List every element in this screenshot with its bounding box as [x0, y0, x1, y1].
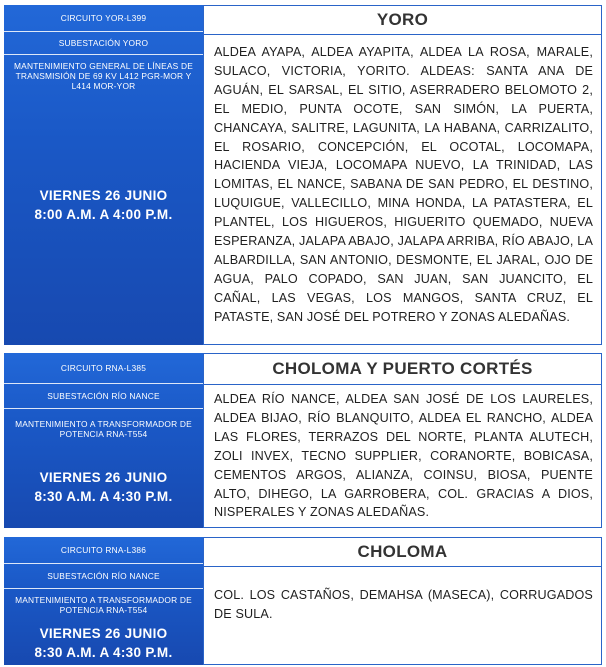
affected-areas-text: COL. LOS CASTAÑOS, DEMAHSA (MASECA), CORRUGADOS DE SULA.	[214, 588, 593, 621]
schedule-block	[4, 180, 203, 230]
outage-date: VIERNES 26 JUNIO	[39, 470, 168, 485]
substation-label: SUBESTACIÓN RÍO NANCE	[4, 384, 203, 409]
outage-info-panel	[4, 353, 203, 528]
affected-areas-panel	[203, 5, 602, 345]
outage-date: VIERNES 26 JUNIO	[39, 626, 168, 641]
substation-label: SUBESTACIÓN RÍO NANCE	[4, 564, 203, 589]
outage-info-panel	[4, 5, 203, 345]
outage-card-choloma	[4, 537, 602, 665]
circuit-label: CIRCUITO RNA-L385	[4, 353, 203, 384]
affected-areas-text: ALDEA RÍO NANCE, ALDEA SAN JOSÉ DE LOS LAURELES, ALDEA BIJAO, RÍO BLANQUITO, ALDEA EL RANCHO, ALDEA LAS FLORES, TERRAZOS DEL NORTE, PLANTA ALUTECH, ZOLI INVEX, TECNO SUPPLIER, CORANORTE, BOBICASA, CEMENTOS ARGOS, ALIANZA, COINSU, BIOSA, PUENTE ALTO, DIHEGO, LA GARROBERA, COL. GRACIAS A DIOS, NISPERALES Y ZONAS ALEDAÑAS.	[214, 392, 593, 520]
circuit-label: CIRCUITO YOR-L399	[4, 5, 203, 32]
work-description: MANTENIMIENTO GENERAL DE LÍNEAS DE TRANSMISIÓN DE 69 KV L412 PGR-MOR Y L414 MOR-YOR	[14, 61, 193, 91]
affected-areas-panel	[203, 537, 602, 665]
affected-areas-panel	[203, 353, 602, 528]
circuit-label: CIRCUITO RNA-L386	[4, 537, 203, 564]
location-title: CHOLOMA	[204, 538, 601, 567]
outage-time: 8:30 A.M. A 4:30 P.M.	[34, 645, 173, 660]
location-title: YORO	[204, 6, 601, 35]
outage-info-panel	[4, 537, 203, 665]
location-title: CHOLOMA Y PUERTO CORTÉS	[204, 354, 601, 385]
work-description: MANTENIMIENTO A TRANSFORMADOR DE POTENCIA RNA-T554	[15, 419, 192, 439]
outage-date: VIERNES 26 JUNIO	[39, 188, 168, 203]
schedule-block	[4, 622, 203, 664]
affected-areas-text: ALDEA AYAPA, ALDEA AYAPITA, ALDEA LA ROSA, MARALE, SULACO, VICTORIA, YORITO. ALDEAS: SANTA ANA DE AGUÁN, EL SARSAL, EL SITIO, ASERRADERO BELOMOTO 2, EL MEDIO, PUNTA OCOTE, SAN SIMÓN, LA PUERTA, CHANCAYA, SALITRE, LAGUNITA, LA HABANA, CARRIZALITO, EL ROSARIO, CONCEPCIÓN, EL OCOTAL, LOCOMAPA, HACIENDA VIEJA, LOCOMAPA NUEVO, LA TRINIDAD, LAS LOMITAS, EL NANCE, SABANA DE SAN PEDRO, EL DESTINO, LUQUIGUE, VALLECILLO, MINA HONDA, LA PATASTERA, EL PLANTEL, LOS HIGUEROS, HIGUERITO QUEMADO, NUEVA ESPERANZA, JALAPA ABAJO, JALAPA ARRIBA, RÍO ABAJO, LA ALBARDILLA, SAN ANTONIO, DESMONTE, EL JARAL, OJO DE AGUA, PALO COPADO, SAN JUAN, SAN JUANCITO, EL CAÑAL, LAS VEGAS, LOS MANGOS, SANTA CRUZ, EL PATASTE, SAN JOSÉ DEL POTRERO Y ZONAS ALEDAÑAS.	[214, 45, 593, 324]
work-description: MANTENIMIENTO A TRANSFORMADOR DE POTENCIA RNA-T554	[15, 595, 192, 615]
schedule-block	[4, 463, 203, 511]
substation-label: SUBESTACIÓN YORO	[4, 32, 203, 55]
outage-card-choloma-puerto-cortes	[4, 353, 602, 528]
outage-time: 8:30 A.M. A 4:30 P.M.	[34, 489, 173, 504]
outage-card-yoro	[4, 5, 602, 345]
outage-time: 8:00 A.M. A 4:00 P.M.	[34, 207, 173, 222]
